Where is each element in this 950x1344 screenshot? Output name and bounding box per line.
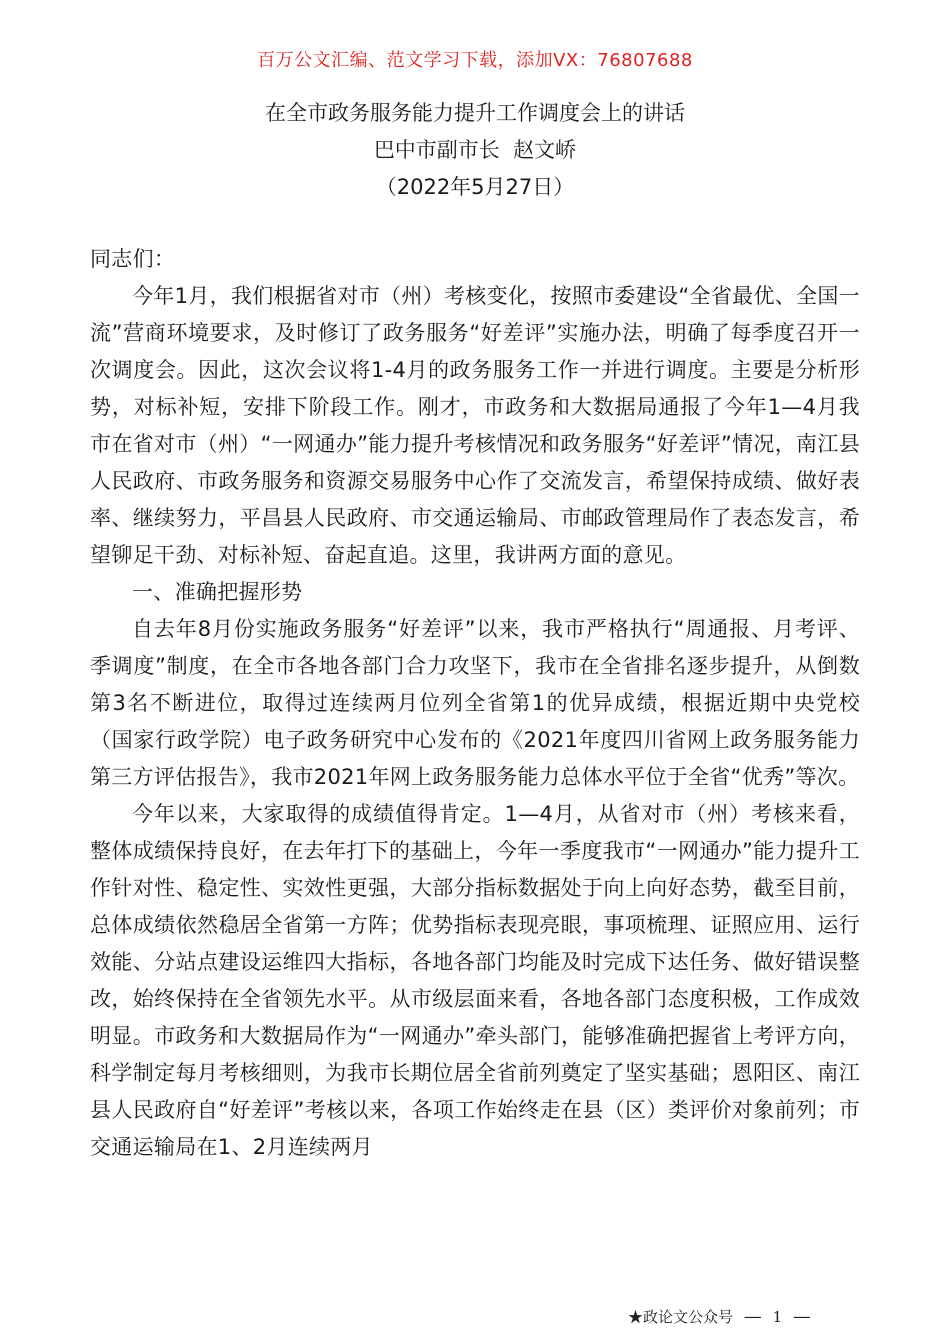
paragraph-intro: 今年1月，我们根据省对市（州）考核变化，按照市委建设“全省最优、全国一流”营商环境要求，及时修订了政务服务“好差评”实施办法，明确了每季度召开一次调度会。因此，这次会议将1-4月的政务服务工作一并进行调度。主要是分析形势，对标补短，安排下阶段工作。刚才，市政务和大数据局通报了今年1—4月我市在省对市（州）“一网通办”能力提升考核情况和政务服务“好差评”情况，南江县人民政府、市政务服务和资源交易服务中心作了交流发言，希望保持成绩、做好表率、继续努力，平昌县人民政府、市交通运输局、市邮政管理局作了表态发言，希望铆足干劲、对标补短、奋起直追。这里，我讲两方面的意见。 xyxy=(90,284,860,567)
page-footer xyxy=(628,1306,817,1327)
footer-source: ★政论文公众号 xyxy=(628,1308,734,1326)
section-heading-1: 一、准确把握形势 xyxy=(132,580,303,604)
speech-body xyxy=(90,241,860,1166)
salutation: 同志们： xyxy=(90,247,176,271)
page-number: 1 xyxy=(772,1308,783,1326)
title-block xyxy=(0,95,950,206)
speech-title: 在全市政务服务能力提升工作调度会上的讲话 xyxy=(265,101,685,125)
footer-dash-left: — xyxy=(743,1306,762,1327)
speech-date: （2022年5月27日） xyxy=(375,175,575,199)
speaker-line: 巴中市副市长 赵文峤 xyxy=(373,138,577,162)
footer-dash-right: — xyxy=(792,1306,811,1327)
promo-banner: 百万公文汇编、范文学习下载，添加VX：76807688 xyxy=(257,50,693,71)
paragraph-progress: 自去年8月份实施政务服务“好差评”以来，我市严格执行“周通报、月考评、季调度”制度，在全市各地各部门合力攻坚下，我市在全省排名逐步提升，从倒数第3名不断进位，取得过连续两月位列全省第1的优异成绩，根据近期中央党校（国家行政学院）电子政务研究中心发布的《2021年度四川省网上政务服务能力第三方评估报告》，我市2021年网上政务服务能力总体水平位于全省“优秀”等次。 xyxy=(90,617,860,789)
paragraph-achievements: 今年以来，大家取得的成绩值得肯定。1—4月，从省对市（州）考核来看，整体成绩保持良好，在去年打下的基础上，今年一季度我市“一网通办”能力提升工作针对性、稳定性、实效性更强，大部分指标数据处于向上向好态势，截至目前，总体成绩依然稳居全省第一方阵；优势指标表现亮眼，事项梳理、证照应用、运行效能、分站点建设运维四大指标，各地各部门均能及时完成下达任务、做好错误整改，始终保持在全省领先水平。从市级层面来看，各地各部门态度积极，工作成效明显。市政务和大数据局作为“一网通办”牵头部门，能够准确把握省上考评方向，科学制定每月考核细则，为我市长期位居全省前列奠定了坚实基础；恩阳区、南江县人民政府自“好差评”考核以来，各项工作始终走在县（区）类评价对象前列；市交通运输局在1、2月连续两月 xyxy=(90,802,860,1159)
